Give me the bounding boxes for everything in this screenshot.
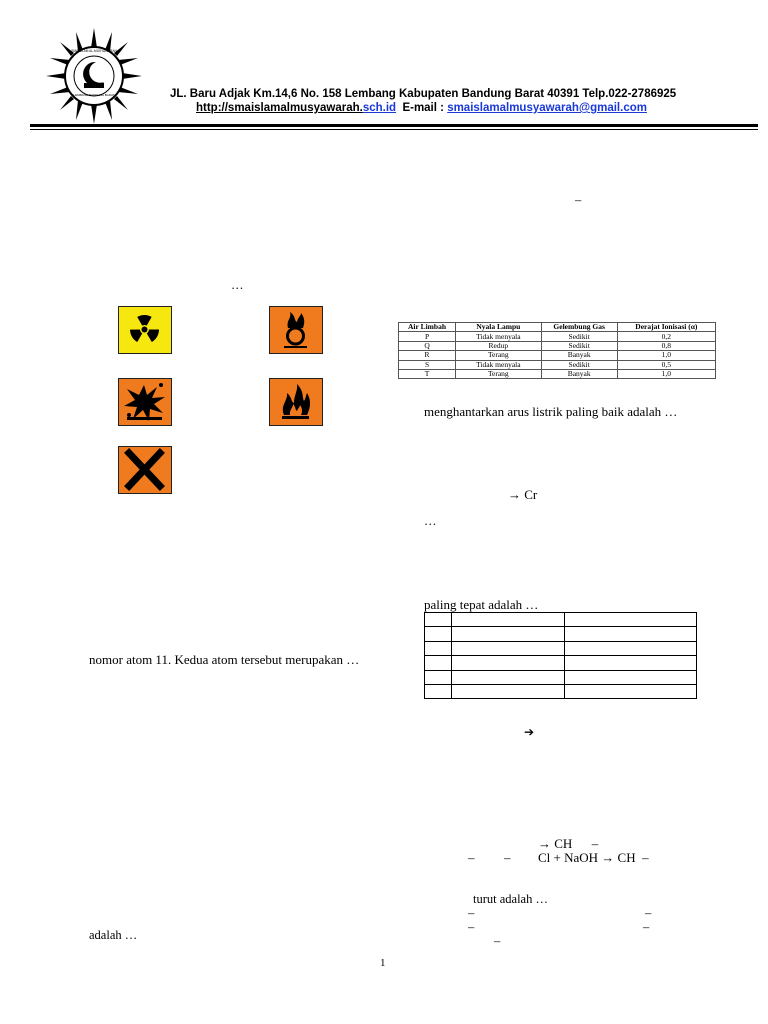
table-cell: 0,8 — [617, 341, 715, 350]
question-ellipsis-left: … — [231, 278, 244, 292]
table-cell: Terang — [456, 351, 542, 360]
table-cell: Sedikit — [541, 360, 617, 369]
table-cell: 0,2 — [617, 332, 715, 341]
table-row — [425, 656, 697, 670]
logo-text-bottom: LEMBANG BANDUNG BARAT — [73, 93, 115, 97]
table-cell: Q — [399, 341, 456, 350]
table-row — [399, 360, 716, 369]
reaction-line-1: → CH – — [538, 836, 599, 851]
reaction-arrow-cr: → Cr — [508, 487, 538, 502]
table-cell: T — [399, 369, 456, 378]
table-cell: R — [399, 351, 456, 360]
table-cell — [425, 627, 452, 641]
table-cell — [452, 641, 565, 655]
logo-text-top: SMA ISLAM AL-MUSYAWARAH — [71, 49, 117, 53]
table-cell: P — [399, 332, 456, 341]
table-cell — [425, 641, 452, 655]
reaction-dash-b: – — [504, 850, 511, 865]
table-cell — [565, 684, 697, 698]
table-row — [399, 332, 716, 341]
arrow-right-icon: ➔ — [524, 725, 535, 739]
table-cell: Redup — [456, 341, 542, 350]
flammable-icon — [269, 378, 323, 426]
table-cell: Banyak — [541, 351, 617, 360]
col-nyala-lampu: Nyala Lampu — [456, 323, 542, 332]
table-cell — [452, 656, 565, 670]
table-cell — [565, 641, 697, 655]
reaction-dash-a: – — [468, 850, 475, 865]
table-row — [399, 341, 716, 350]
table-row — [425, 627, 697, 641]
question-tepat-text: paling tepat adalah … — [424, 597, 539, 612]
option-dash: – — [643, 920, 650, 934]
table-cell: Terang — [456, 369, 542, 378]
oxidizing-icon — [269, 306, 323, 354]
question-turut-text: turut adalah … — [473, 892, 548, 906]
table-cell — [452, 613, 565, 627]
header-address: JL. Baru Adjak Km.14,6 No. 158 Lembang Kabupaten Bandung Barat 40391 Telp.022-2786925 — [170, 88, 677, 100]
table-row — [425, 670, 697, 684]
question-ellipsis-right: … — [424, 514, 437, 528]
table-cell — [565, 656, 697, 670]
waste-water-table — [398, 322, 716, 379]
table-cell: 0,5 — [617, 360, 715, 369]
col-derajat-ionisasi: Derajat Ionisasi (α) — [617, 323, 715, 332]
header-contact — [196, 102, 647, 114]
table-cell — [565, 670, 697, 684]
table-header-row — [399, 323, 716, 332]
school-logo — [44, 26, 144, 126]
harmful-icon — [118, 446, 172, 494]
email-label: E-mail : — [402, 102, 444, 114]
table-cell — [425, 670, 452, 684]
option-dash: – — [468, 906, 475, 920]
table-cell — [452, 684, 565, 698]
website-link[interactable]: http://smaislamalmusyawarah.sch.id — [196, 102, 397, 114]
table-row — [425, 641, 697, 655]
option-dash: – — [494, 934, 501, 948]
table-cell — [565, 613, 697, 627]
table-cell: Banyak — [541, 369, 617, 378]
table-cell: 1,0 — [617, 369, 715, 378]
explosive-icon — [118, 378, 172, 426]
table-cell: Sedikit — [541, 341, 617, 350]
table-row — [399, 369, 716, 378]
question-atom-text: nomor atom 11. Kedua atom tersebut merupakan … — [89, 652, 360, 667]
question-end-text: adalah … — [89, 928, 138, 942]
dash-top: – — [575, 193, 582, 207]
col-air-limbah: Air Limbah — [399, 323, 456, 332]
question-conduct-text: menghantarkan arus listrik paling baik adalah … — [424, 404, 678, 419]
table-cell — [425, 656, 452, 670]
table-cell: Tidak menyala — [456, 332, 542, 341]
option-dash: – — [468, 920, 475, 934]
table-cell — [425, 613, 452, 627]
page-number: 1 — [380, 957, 386, 969]
header-rule-thick — [30, 124, 758, 127]
table-cell — [425, 684, 452, 698]
table-cell: Tidak menyala — [456, 360, 542, 369]
table-cell — [452, 670, 565, 684]
table-cell: Sedikit — [541, 332, 617, 341]
radioactive-icon — [118, 306, 172, 354]
answer-grid-table — [424, 612, 697, 699]
table-cell — [565, 627, 697, 641]
col-gelembung-gas: Gelembung Gas — [541, 323, 617, 332]
table-cell: 1,0 — [617, 351, 715, 360]
table-row — [399, 351, 716, 360]
email-link[interactable]: smaislamalmusyawarah@gmail.com — [447, 102, 647, 114]
header-rule-thin — [30, 129, 758, 130]
option-dash: – — [645, 906, 652, 920]
table-row — [425, 613, 697, 627]
table-row — [425, 684, 697, 698]
table-cell — [452, 627, 565, 641]
table-cell: S — [399, 360, 456, 369]
reaction-line-2: Cl + NaOH → CH – — [538, 850, 649, 865]
